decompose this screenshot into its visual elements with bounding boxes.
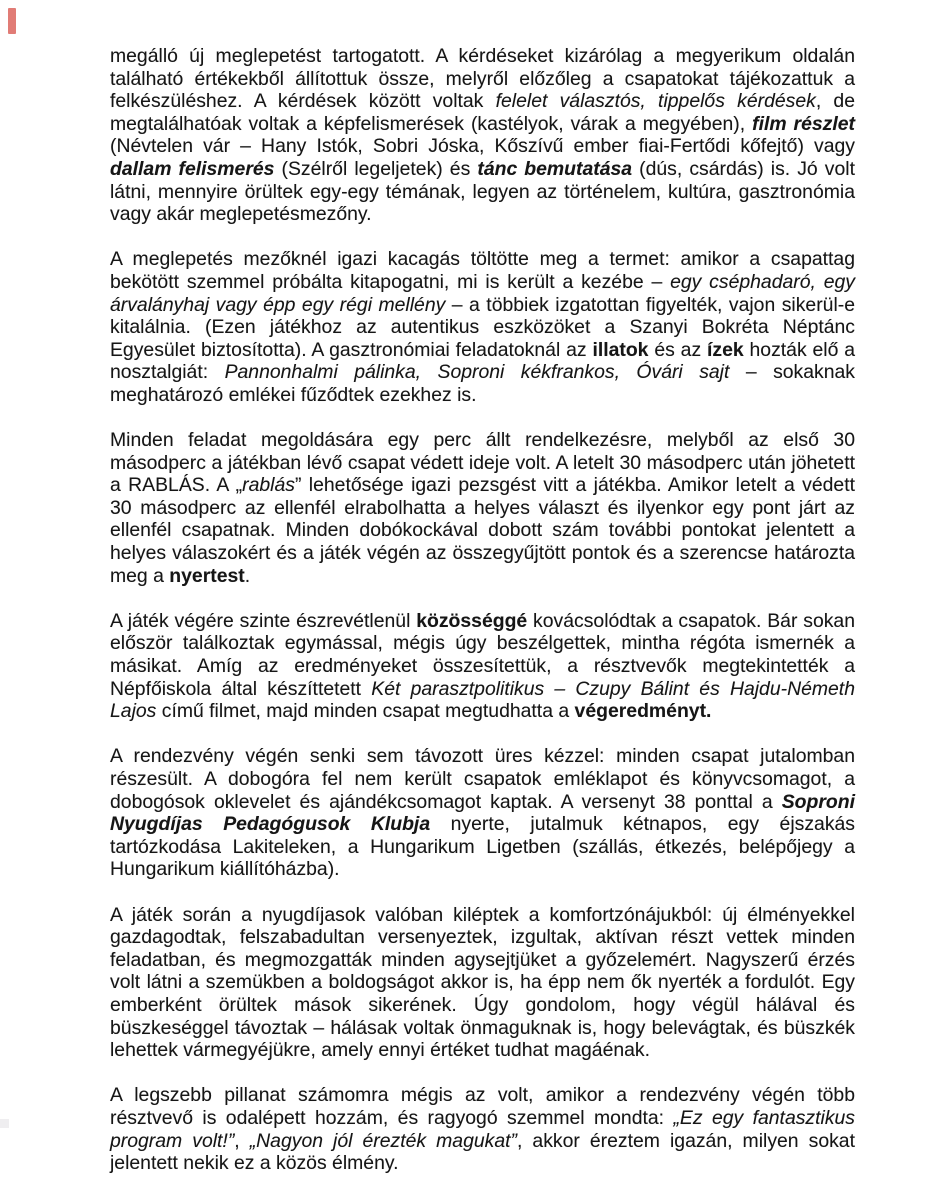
text-run: és az <box>648 338 707 361</box>
text-run: A meglepetés mezőknél igazi kacagás töltötte meg a termet: amikor a csapattag bekötött szemmel próbálta kitapogatni, mi is került a kezébe – <box>110 248 855 293</box>
text-run: A rendezvény végén senki sem távozott üres kézzel: minden csapat jutalomban részesült. A dobogóra fel nem került csapatok emléklapot és könyvcsomagot, a dobogósok oklevelet és ajándékcsomagot kaptak. A versenyt 38 ponttal a <box>110 745 855 813</box>
text-run: végeredményt. <box>574 700 712 723</box>
scan-artifact-left-edge <box>0 1119 9 1128</box>
text-run: , akkor éreztem igazán, milyen sokat jelentett nekik ez a közös élmény. <box>110 1129 855 1175</box>
scan-artifact-top-left <box>8 8 16 34</box>
text-run: , de megtalálhatóak voltak a képfelismerések (kastélyok, várak a megyében), <box>110 90 856 135</box>
text-run: tánc bemutatása <box>477 157 633 180</box>
paragraph <box>110 745 855 881</box>
paragraph <box>110 429 855 587</box>
text-run: , <box>234 1129 250 1152</box>
text-run: ” lehetősége igazi pezsgést vitt a játékba. Amikor letelt a védett 30 másodperc az ellenfél elrabolhatta a helyes választ és ilyenkor egy pont járt az ellenfél csapatnak. Minden dobókockával dobott szám további pontokat jelentett a helyes válaszokért és a játék végén az összegyűjtött pontok és a szerencse határozta meg a <box>110 474 855 587</box>
text-run: kovácsolódtak a csapatok. Bár sokan először találkoztak egymással, mégis úgy beszélgettek, mintha régóta ismernék a másikat. Amíg az eredményeket összesítettük, a résztvevők megtekintették a Népfőiskola által készíttetett <box>110 609 855 700</box>
text-run: (dús, csárdás) is. Jó volt látni, mennyire örültek egy-egy témának, legyen az történelem, kultúra, gasztronómia vagy akár meglepetésmezőny. <box>110 157 855 226</box>
text-run: nyertest <box>169 564 245 587</box>
paragraph <box>110 1084 855 1174</box>
text-run: dallam felismerés <box>110 157 275 180</box>
paragraph <box>110 45 855 226</box>
text-run: A játék során a nyugdíjasok valóban kiléptek a komfortzónájukból: új élményekkel gazdagodtak, felszabadultan versenyeztek, izgultak, aktívan részt vettek minden feladatban, és megmozgatták minden agysejtjüket a győzelemért. Nagyszerű érzés volt látni a szemükben a boldogságot akkor is, ha épp nem ők nyerték a fordulót. Egy emberként örültek mások sikerének. Úgy gondolom, hogy végül hálával és büszkeséggel távoztak – hálásak voltak önmaguknak is, hogy belevágtak, és büszkék lehettek vármegyéjükre, amely ennyi értéket tudhat magáénak. <box>110 903 855 1062</box>
text-run: „Nagyon jól érezték magukat” <box>249 1129 517 1152</box>
text-run: – sokaknak meghatározó emlékei fűződtek ezekhez is. <box>110 361 855 406</box>
text-run: hozták elő a nosztalgiát: <box>110 338 855 384</box>
text-run: Soproni Nyugdíjas Pedagógusok Klubja <box>110 790 855 836</box>
text-run: című filmet, majd minden csapat megtudhatta a <box>156 700 575 723</box>
text-run: film részlet <box>752 112 855 135</box>
text-run: – a többiek izgatottan figyelték, vajon sikerül-e kitalálnia. (Ezen játékhoz az autentikus eszközöket a Szanyi Bokréta Néptánc Egyesület biztosította). A gasztronómiai feladatoknál az <box>110 293 855 361</box>
text-run: egy cséphadaró, egy árvalányhaj vagy épp egy régi mellény <box>110 270 856 316</box>
text-run: nyerte, jutalmuk kétnapos, egy éjszakás tartózkodása Lakiteleken, a Hungarikum Ligetben (szállás, étkezés, belépőjegy a Hungarikum kiállítóházba). <box>110 813 856 881</box>
text-run: közösséggé <box>416 609 528 632</box>
document-body <box>110 45 855 1175</box>
text-run: (Névtelen vár – Hany Istók, Sobri Jóska, Kőszívű ember fiai-Fertődi kőfejtő) vagy <box>110 135 855 158</box>
text-run: ízek <box>707 338 744 361</box>
text-run: (Szélről legeljetek) és <box>274 157 478 180</box>
text-run: A legszebb pillanat számomra mégis az volt, amikor a rendezvény végén több résztvevő is odalépett hozzám, és ragyogó szemmel mondta: <box>110 1084 855 1129</box>
text-run: . <box>244 564 251 587</box>
paragraph <box>110 248 855 406</box>
text-run: felelet választós, tippelős kérdések <box>495 90 816 113</box>
text-run: A játék végére szinte észrevétlenül <box>110 609 417 632</box>
text-run: Két parasztpolitikus – Czupy Bálint és Hajdu-Németh Lajos <box>110 677 855 723</box>
paragraph <box>110 904 855 1062</box>
text-run: „Ez egy fantasztikus program volt!” <box>110 1106 855 1152</box>
paragraph <box>110 610 855 723</box>
text-run: Minden feladat megoldására egy perc állt rendelkezésre, melyből az első 30 másodperc a játékban lévő csapat védett ideje volt. A letelt 30 másodperc után jöhetett a RABLÁS. A „ <box>110 429 855 497</box>
text-run: illatok <box>592 338 649 361</box>
text-run: rablás <box>242 474 295 497</box>
text-run: megálló új meglepetést tartogatott. A kérdéseket kizárólag a megyerikum oldalán található értékekből állítottuk össze, melyről előzőleg a csapatokat tájékozattuk a felkészüléshez. A kérdések között voltak <box>110 45 855 113</box>
text-run: Pannonhalmi pálinka, Soproni kékfrankos, Óvári sajt <box>224 361 730 384</box>
